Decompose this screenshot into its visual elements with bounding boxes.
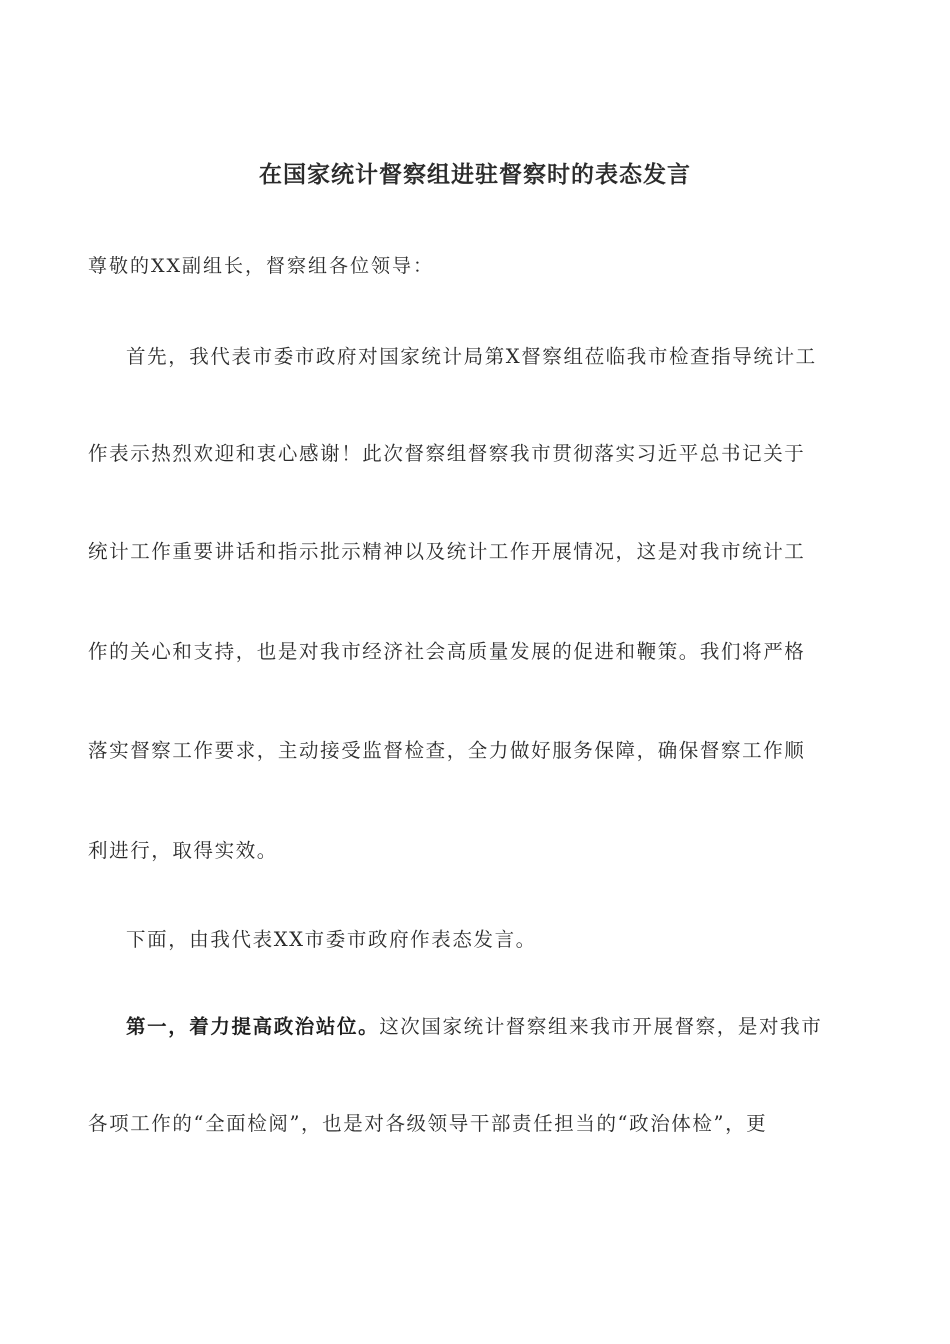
paragraph1-line-5: 落实督察工作要求，主动接受监督检查，全力做好服务保障，确保督察工作顺 [88, 739, 806, 762]
paragraph1-line-1: 首先，我代表市委市政府对国家统计局第X督察组莅临我市检查指导统计工 [126, 345, 817, 368]
paragraph3-line-2: 各项工作的“全面检阅”，也是对各级领导干部责任担当的“政治体检”，更 [88, 1112, 768, 1135]
paragraph1-line-4: 作的关心和支持，也是对我市经济社会高质量发展的促进和鞭策。我们将严格 [88, 640, 806, 663]
salutation: 尊敬的XX副组长，督察组各位领导： [88, 255, 435, 277]
paragraph3-line-1-text: 这次国家统计督察组来我市开展督察，是对我市 [379, 1015, 823, 1038]
paragraph1-line-3: 统计工作重要讲话和指示批示精神以及统计工作开展情况，这是对我市统计工 [88, 540, 806, 563]
paragraph1-line-2: 作表示热烈欢迎和衷心感谢！此次督察组督察我市贯彻落实习近平总书记关于 [88, 442, 806, 465]
paragraph3-line-1 [126, 1013, 822, 1041]
paragraph2: 下面，由我代表XX市委市政府作表态发言。 [126, 928, 537, 951]
document-title: 在国家统计督察组进驻督察时的表态发言 [259, 161, 691, 188]
paragraph1-line-6: 利进行，取得实效。 [88, 839, 278, 862]
paragraph3-heading: 第一，着力提高政治站位。 [126, 1015, 380, 1038]
